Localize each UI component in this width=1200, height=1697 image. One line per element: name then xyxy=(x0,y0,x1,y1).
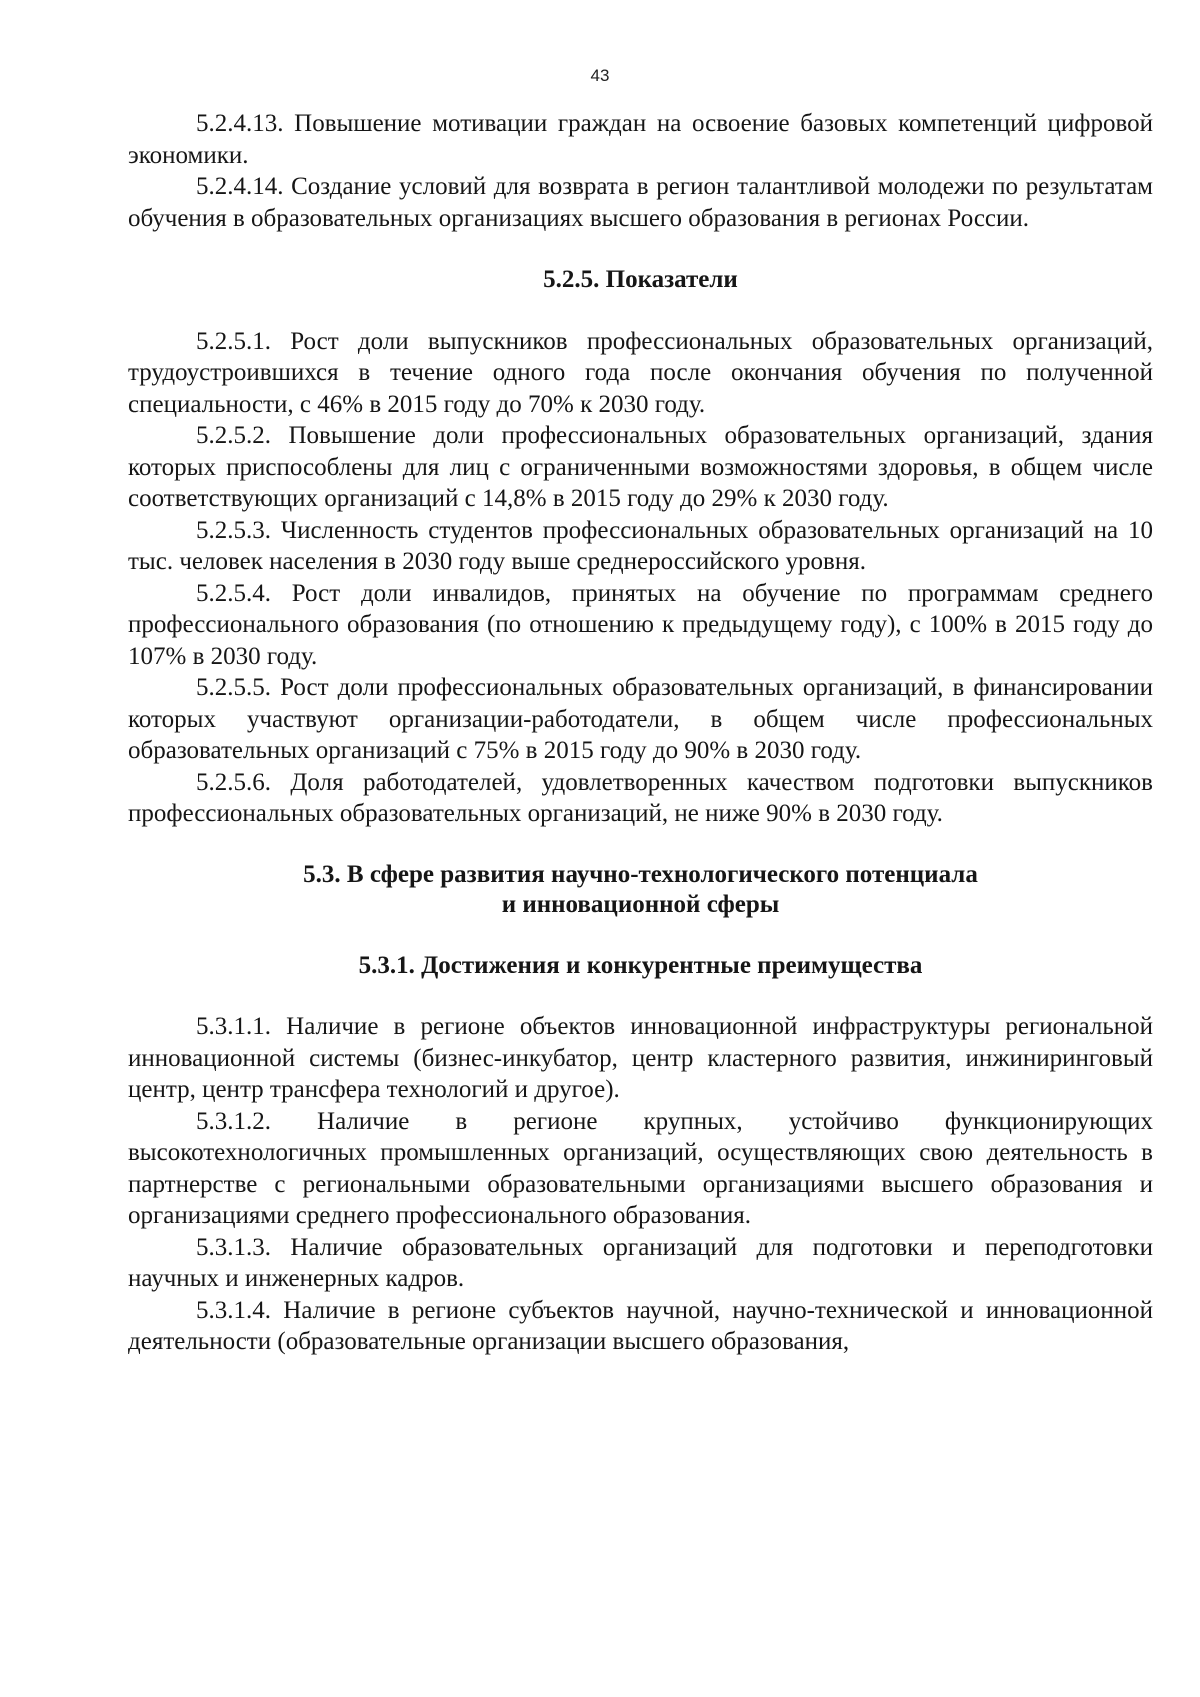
paragraph-5-2-5-2: 5.2.5.2. Повышение доли профессиональных образовательных организаций, здания которых приспособлены для лиц с ограниченными возможностями здоровья, в общем числе соответствующих организаций с 14,8% в 2015 году до 29% к 2030 году. xyxy=(128,422,1153,512)
heading-5-3 xyxy=(128,860,1153,920)
paragraph-5-2-4-14: 5.2.4.14. Создание условий для возврата в регион талантливой молодежи по результатам обучения в образовательных организациях высшего образования в регионах России. xyxy=(128,173,1153,232)
paragraph-5-3-1-1: 5.3.1.1. Наличие в регионе объектов инновационной инфраструктуры региональной инновационной системы (бизнес-инкубатор, центр кластерного развития, инжиниринговый центр, центр трансфера технологий и другое). xyxy=(128,1013,1153,1103)
paragraph-5-3-1-4: 5.3.1.4. Наличие в регионе субъектов научной, научно-технической и инновационной деятельности (образовательные организации высшего образования, xyxy=(128,1296,1153,1355)
paragraph-5-2-5-3: 5.2.5.3. Численность студентов профессиональных образовательных организаций на 10 тыс. человек населения в 2030 году выше среднероссийского уровня. xyxy=(128,516,1153,575)
document-body xyxy=(128,108,1153,1358)
heading-5-2-5: 5.2.5. Показатели xyxy=(543,266,738,293)
heading-5-3-1: 5.3.1. Достижения и конкурентные преимущества xyxy=(358,951,923,979)
paragraph-5-3-1-2: 5.3.1.2. Наличие в регионе крупных, устойчиво функционирующих высокотехнологичных промышленных организаций, осуществляющих свою деятельность в партнерстве с региональными образовательными организациями высшего образования и организациями среднего профессионального образования. xyxy=(128,1107,1153,1229)
paragraph-5-3-1-3: 5.3.1.3. Наличие образовательных организаций для подготовки и переподготовки научных и инженерных кадров. xyxy=(128,1233,1153,1292)
paragraph-5-2-5-1: 5.2.5.1. Рост доли выпускников профессиональных образовательных организаций, трудоустроившихся в течение одного года после окончания обучения по полученной специальности, с 46% в 2015 году до 70% к 2030 году. xyxy=(128,327,1153,418)
heading-5-3-line-2: и инновационной сферы xyxy=(501,890,780,918)
paragraph-5-2-5-4: 5.2.5.4. Рост доли инвалидов, принятых на обучение по программам среднего профессионального образования (по отношению к предыдущему году), с 100% в 2015 году до 107% в 2030 году. xyxy=(128,579,1153,670)
page-number: 43 xyxy=(590,66,610,85)
paragraph-5-2-5-6: 5.2.5.6. Доля работодателей, удовлетворенных качеством подготовки выпускников профессиональных образовательных организаций, не ниже 90% в 2030 году. xyxy=(128,768,1153,827)
heading-5-3-line-1: 5.3. В сфере развития научно-технологического потенциала xyxy=(303,860,978,888)
paragraph-5-2-4-13: 5.2.4.13. Повышение мотивации граждан на освоение базовых компетенций цифровой экономики. xyxy=(128,110,1153,169)
paragraph-5-2-5-5: 5.2.5.5. Рост доли профессиональных образовательных организаций, в финансировании которых участвуют организации-работодатели, в общем числе профессиональных образовательных организаций с 75% в 2015 году до 90% в 2030 году. xyxy=(128,674,1153,764)
